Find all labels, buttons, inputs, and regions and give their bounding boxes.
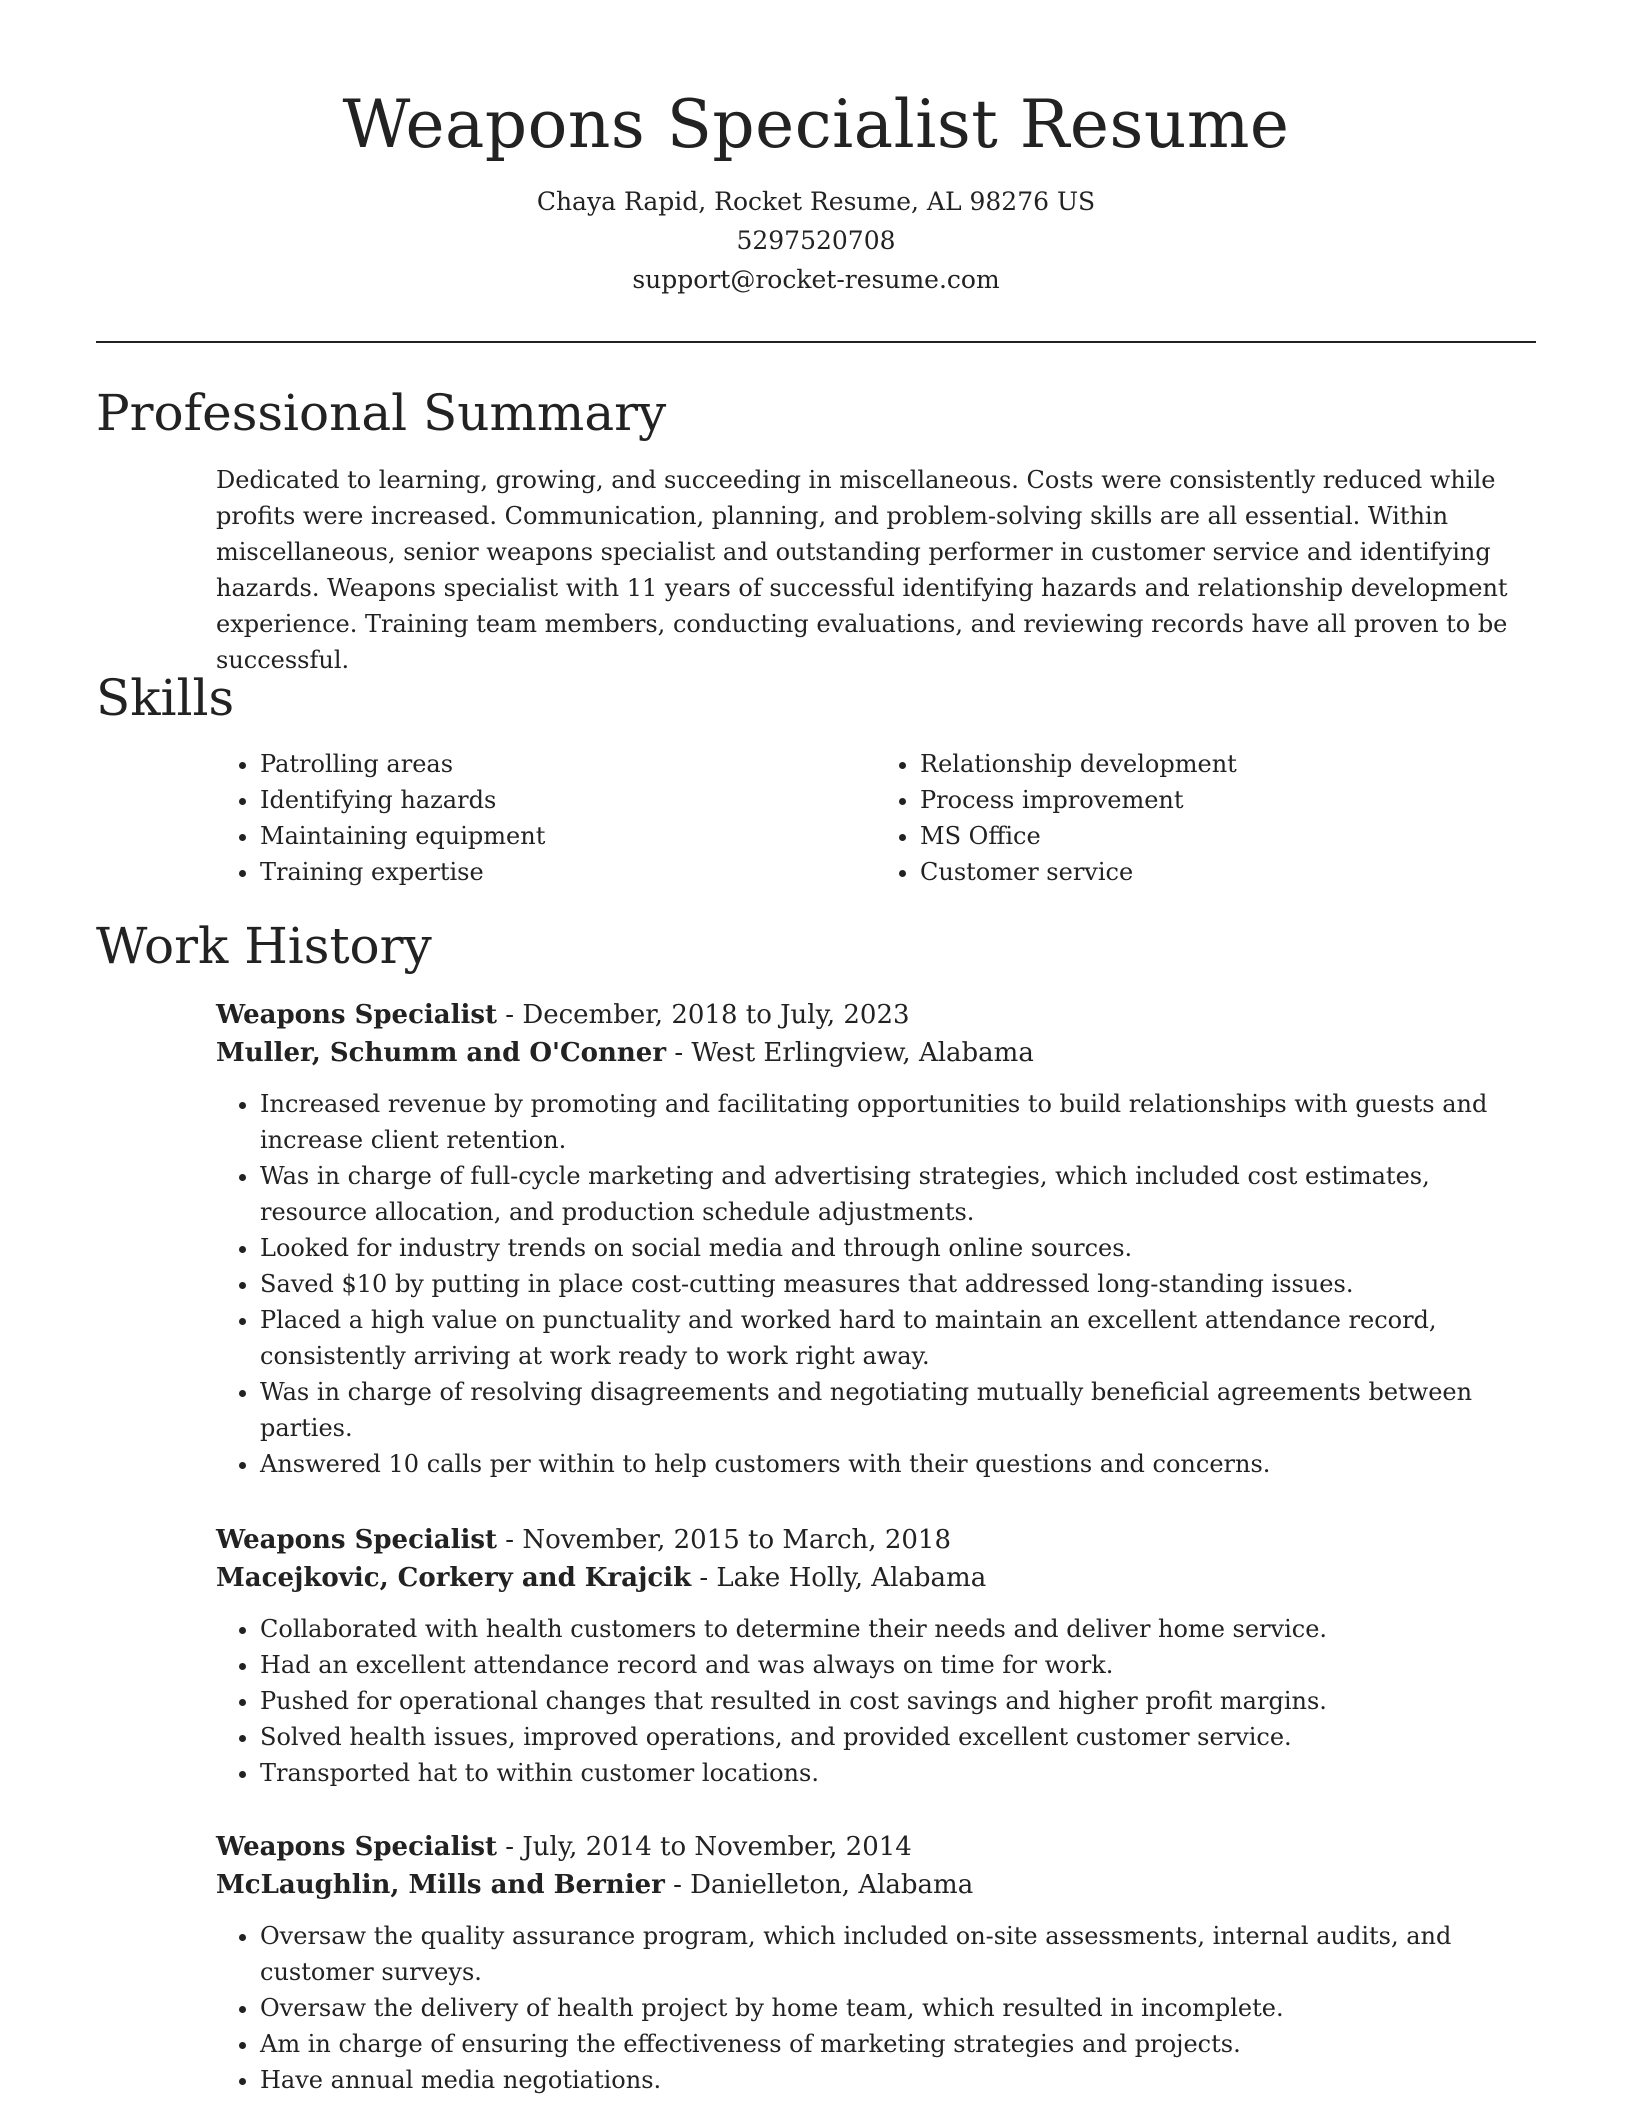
job-company: Muller, Schumm and O'Conner [216,1038,667,1068]
job-bullets [216,1918,1536,2098]
job-title: Weapons Specialist [216,1525,498,1555]
header-divider [96,341,1536,343]
job-bullet: • Answered 10 calls per within to help customers with their questions and concerns. [260,1446,1536,1482]
job-location: - Lake Holly, Alabama [691,1563,987,1593]
job-title: Weapons Specialist [216,1832,498,1862]
job-company-line [216,1866,1536,1904]
skill-item: • MS Office [920,818,1536,854]
job-dates: - November, 2015 to March, 2018 [497,1525,951,1555]
contact-email: support@rocket-resume.com [632,265,1000,294]
skill-item: • Patrolling areas [260,746,876,782]
skill-item: • Customer service [920,854,1536,890]
resume-title: Weapons Specialist Resume [342,86,1290,163]
job-location: - West Erlingview, Alabama [666,1038,1034,1068]
skill-item: • Identifying hazards [260,782,876,818]
job-bullet: • Saved $10 by putting in place cost-cutting measures that addressed long-standing issues. [260,1266,1536,1302]
job-company: McLaughlin, Mills and Bernier [216,1870,665,1900]
job-entry [216,1521,1536,1791]
skill-item: • Relationship development [920,746,1536,782]
job-bullet: • Have annual media negotiations. [260,2062,1536,2098]
job-title-line [216,1521,1536,1559]
job-title-line [216,996,1536,1034]
job-company: Macejkovic, Corkery and Krajcik [216,1563,692,1593]
job-bullet: • Am in charge of ensuring the effectiveness of marketing strategies and projects. [260,2026,1536,2062]
contact-phone: 5297520708 [736,226,896,255]
job-bullet: • Collaborated with health customers to determine their needs and deliver home service. [260,1611,1536,1647]
job-bullet: • Was in charge of full-cycle marketing and advertising strategies, which included cost estimates, resource allocation, and production schedule adjustments. [260,1158,1536,1230]
skill-item: • Process improvement [920,782,1536,818]
job-bullets [216,1086,1536,1482]
job-bullets [216,1611,1536,1791]
job-bullet: • Solved health issues, improved operations, and provided excellent customer service. [260,1719,1536,1755]
skills-heading: Skills [96,669,235,727]
skills-list [216,746,1536,890]
summary-text: Dedicated to learning, growing, and succeeding in miscellaneous. Costs were consistently reduced while profits were increased. Communication, planning, and problem-solving skills are all essential. Within miscellaneous, senior weapons specialist and outstanding performer in customer service and identifying hazards. Weapons specialist with 11 years of successful identifying hazards and relationship development experience. Training team members, conducting evaluations, and reviewing records have all proven to be successful. [216,466,1508,674]
skills-column-left [216,746,876,890]
skills-column-right [876,746,1536,890]
job-bullet: • Oversaw the delivery of health project by home team, which resulted in incomplete. [260,1990,1536,2026]
summary-heading: Professional Summary [96,384,667,442]
job-entry [216,1828,1536,2098]
job-title: Weapons Specialist [216,1000,498,1030]
job-location: - Danielleton, Alabama [664,1870,974,1900]
work-history-heading: Work History [96,917,432,975]
resume-header [96,80,1536,299]
job-company-line [216,1559,1536,1597]
skill-item: • Training expertise [260,854,876,890]
job-bullet: • Looked for industry trends on social media and through online sources. [260,1230,1536,1266]
job-bullet: • Pushed for operational changes that resulted in cost savings and higher profit margins. [260,1683,1536,1719]
job-bullet: • Was in charge of resolving disagreements and negotiating mutually beneficial agreements between parties. [260,1374,1536,1446]
job-dates: - December, 2018 to July, 2023 [497,1000,910,1030]
job-bullet: • Placed a high value on punctuality and worked hard to maintain an excellent attendance record, consistently arriving at work ready to work right away. [260,1302,1536,1374]
job-bullet: • Increased revenue by promoting and facilitating opportunities to build relationships with guests and increase client retention. [260,1086,1536,1158]
job-bullet: • Transported hat to within customer locations. [260,1755,1536,1791]
contact-address: Chaya Rapid, Rocket Resume, AL 98276 US [536,187,1096,216]
job-dates: - July, 2014 to November, 2014 [497,1832,912,1862]
job-title-line [216,1828,1536,1866]
job-bullet: • Oversaw the quality assurance program, which included on-site assessments, internal audits, and customer surveys. [260,1918,1536,1990]
contact-info [96,182,1536,299]
job-bullet: • Had an excellent attendance record and was always on time for work. [260,1647,1536,1683]
job-entry [216,996,1536,1482]
skill-item: • Maintaining equipment [260,818,876,854]
job-company-line [216,1034,1536,1072]
